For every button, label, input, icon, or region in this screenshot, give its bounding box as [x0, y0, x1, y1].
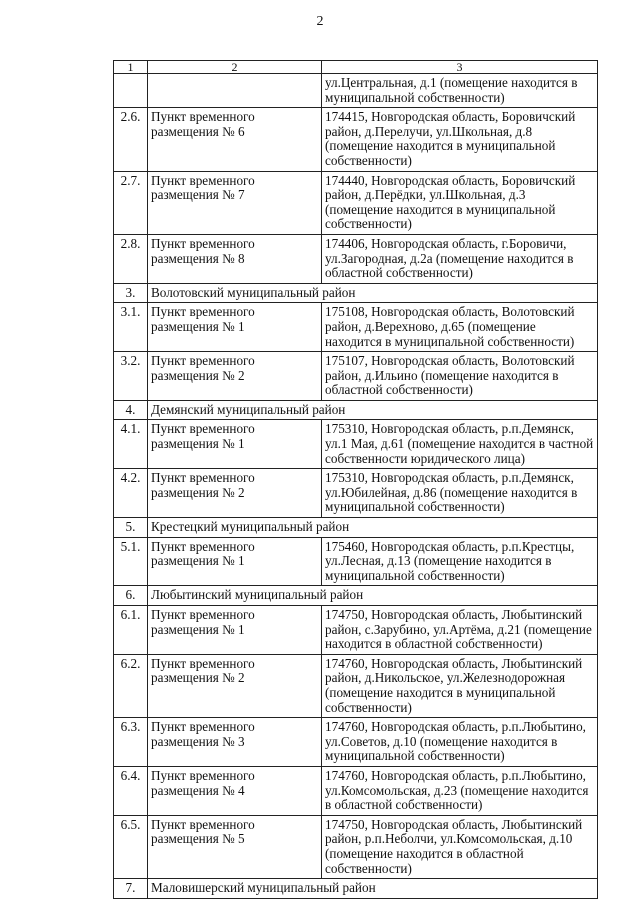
shelter-name: Пункт временного размещения № 2 [148, 469, 322, 518]
district-section-row [114, 586, 598, 606]
district-section-row [114, 283, 598, 303]
shelter-row [114, 420, 598, 469]
header-col-2: 2 [148, 61, 322, 74]
section-number: 5. [114, 518, 148, 538]
shelter-address: 174750, Новгородская область, Любытинский район, с.Зарубино, ул.Артёма, д.21 (помещение находится в областной собственности) [322, 606, 598, 655]
shelter-table [113, 60, 598, 899]
shelter-row [114, 654, 598, 717]
row-number [114, 74, 148, 108]
shelter-address: 175108, Новгородская область, Волотовский район, д.Верехново, д.65 (помещение находится в муниципальной собственности) [322, 303, 598, 352]
district-name: Волотовский муниципальный район [148, 283, 598, 303]
shelter-name: Пункт временного размещения № 1 [148, 606, 322, 655]
district-name: Маловишерский муниципальный район [148, 879, 598, 899]
shelter-row [114, 606, 598, 655]
row-number: 4.1. [114, 420, 148, 469]
district-name: Крестецкий муниципальный район [148, 518, 598, 538]
district-name: Любытинский муниципальный район [148, 586, 598, 606]
shelter-address: 175460, Новгородская область, р.п.Крестцы, ул.Лесная, д.13 (помещение находится в муниципальной собственности) [322, 537, 598, 586]
shelter-name: Пункт временного размещения № 3 [148, 718, 322, 767]
page-number: 2 [316, 14, 324, 29]
shelter-name: Пункт временного размещения № 2 [148, 352, 322, 401]
row-number: 2.6. [114, 108, 148, 171]
shelter-name: Пункт временного размещения № 7 [148, 171, 322, 234]
section-number: 6. [114, 586, 148, 606]
continuation-row [114, 74, 598, 108]
shelter-address: 174760, Новгородская область, Любытинский район, д.Никольское, ул.Железнодорожная (помещение находится в муниципальной собственности) [322, 654, 598, 717]
district-name: Демянский муниципальный район [148, 400, 598, 420]
row-number: 6.2. [114, 654, 148, 717]
shelter-name: Пункт временного размещения № 5 [148, 815, 322, 878]
row-number: 5.1. [114, 537, 148, 586]
shelter-address: 174760, Новгородская область, р.п.Любытино, ул.Советов, д.10 (помещение находится в муниципальной собственности) [322, 718, 598, 767]
shelter-name: Пункт временного размещения № 4 [148, 766, 322, 815]
header-col-3: 3 [322, 61, 598, 74]
shelter-address: 174415, Новгородская область, Боровичский район, д.Перелучи, ул.Школьная, д.8 (помещение находится в муниципальной собственности) [322, 108, 598, 171]
row-number: 6.5. [114, 815, 148, 878]
shelter-row [114, 171, 598, 234]
shelter-name: Пункт временного размещения № 8 [148, 234, 322, 283]
row-number: 3.1. [114, 303, 148, 352]
shelter-address: 174406, Новгородская область, г.Боровичи, ул.Загородная, д.2а (помещение находится в областной собственности) [322, 234, 598, 283]
shelter-name: Пункт временного размещения № 2 [148, 654, 322, 717]
shelter-address: ул.Центральная, д.1 (помещение находится в муниципальной собственности) [322, 74, 598, 108]
section-number: 4. [114, 400, 148, 420]
shelter-address: 175107, Новгородская область, Волотовский район, д.Ильино (помещение находится в областной собственности) [322, 352, 598, 401]
shelter-name: Пункт временного размещения № 1 [148, 420, 322, 469]
district-section-row [114, 518, 598, 538]
shelter-row [114, 469, 598, 518]
row-number: 2.8. [114, 234, 148, 283]
shelter-address: 174750, Новгородская область, Любытинский район, р.п.Неболчи, ул.Комсомольская, д.10 (помещение находится в областной собственности) [322, 815, 598, 878]
shelter-row [114, 352, 598, 401]
district-section-row [114, 879, 598, 899]
shelter-address: 175310, Новгородская область, р.п.Демянск, ул.1 Мая, д.61 (помещение находится в частной собственности юридического лица) [322, 420, 598, 469]
shelter-address: 174440, Новгородская область, Боровичский район, д.Перёдки, ул.Школьная, д.3 (помещение находится в муниципальной собственности) [322, 171, 598, 234]
shelter-address: 175310, Новгородская область, р.п.Демянск, ул.Юбилейная, д.86 (помещение находится в муниципальной собственности) [322, 469, 598, 518]
row-number: 4.2. [114, 469, 148, 518]
shelter-name: Пункт временного размещения № 1 [148, 303, 322, 352]
section-number: 7. [114, 879, 148, 899]
section-number: 3. [114, 283, 148, 303]
header-col-1: 1 [114, 61, 148, 74]
shelter-name [148, 74, 322, 108]
shelter-row [114, 303, 598, 352]
row-number: 2.7. [114, 171, 148, 234]
shelter-row [114, 537, 598, 586]
shelter-row [114, 718, 598, 767]
row-number: 3.2. [114, 352, 148, 401]
district-section-row [114, 400, 598, 420]
table-header-row [114, 61, 598, 74]
shelter-name: Пункт временного размещения № 1 [148, 537, 322, 586]
shelter-row [114, 108, 598, 171]
shelter-name: Пункт временного размещения № 6 [148, 108, 322, 171]
shelter-row [114, 234, 598, 283]
row-number: 6.4. [114, 766, 148, 815]
shelter-address: 174760, Новгородская область, р.п.Любытино, ул.Комсомольская, д.23 (помещение находится в областной собственности) [322, 766, 598, 815]
row-number: 6.1. [114, 606, 148, 655]
shelter-row [114, 815, 598, 878]
shelter-row [114, 766, 598, 815]
row-number: 6.3. [114, 718, 148, 767]
